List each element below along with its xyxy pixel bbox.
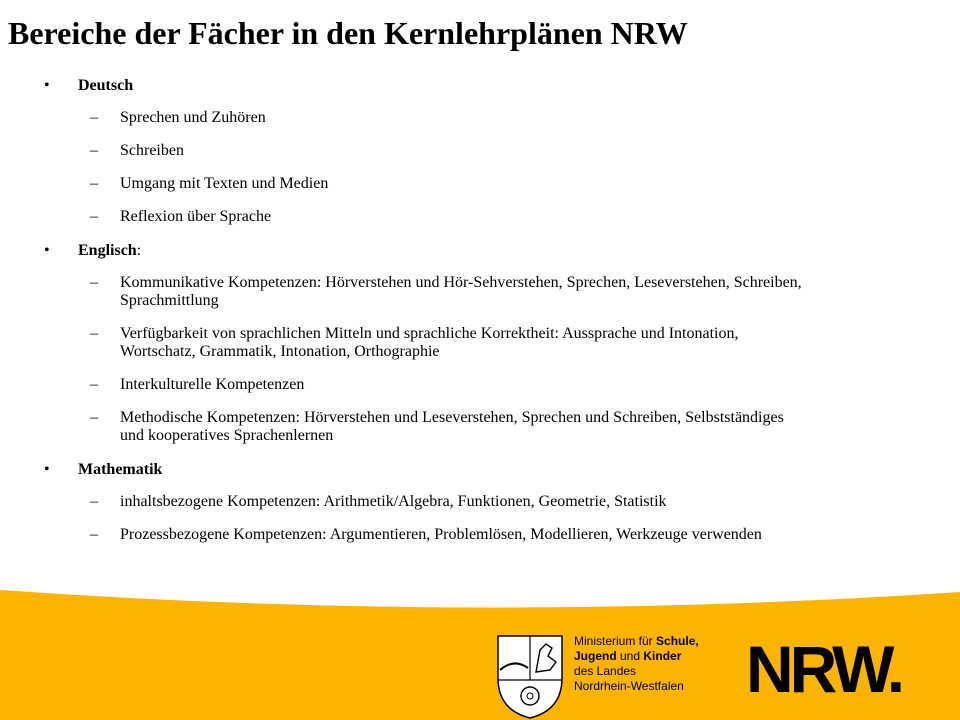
- dash-icon: –: [90, 175, 98, 192]
- list-item: [0, 325, 810, 361]
- ministry-line: [574, 664, 699, 679]
- subject-heading: [0, 76, 960, 96]
- area-text: Schreiben: [120, 142, 184, 159]
- ministry-line-part: Nordrhein-Westfalen: [574, 679, 684, 693]
- dash-icon: –: [90, 409, 98, 426]
- dash-icon: –: [90, 274, 98, 291]
- dash-icon: –: [90, 109, 98, 126]
- area-text: Verfügbarkeit von sprachlichen Mitteln und sprachliche Korrektheit: Aussprache und Intonation, Wortschatz, Grammatik, Intonation, Orthographie: [120, 325, 739, 360]
- area-text: Methodische Kompetenzen: Hörverstehen und Leseverstehen, Sprechen und Schreiben, Selbstständiges und kooperatives Sprachenlernen: [120, 409, 784, 444]
- subject-name: Mathematik: [78, 461, 163, 478]
- ministry-line-part: Jugend: [574, 649, 617, 663]
- page-title: Bereiche der Fächer in den Kernlehrplänen NRW: [8, 15, 688, 51]
- bullet-icon: •: [44, 242, 50, 259]
- bullet-icon: •: [44, 77, 50, 94]
- area-text: Umgang mit Texten und Medien: [120, 175, 329, 192]
- ministry-line-part: Schule,: [656, 634, 699, 648]
- ministry-line: [574, 649, 699, 664]
- dash-icon: –: [90, 526, 98, 543]
- subject-name-suffix: :: [136, 242, 142, 259]
- subject-name: Englisch: [78, 242, 137, 259]
- dash-icon: –: [90, 325, 98, 342]
- subject-block: [0, 76, 960, 226]
- list-item: [0, 175, 810, 193]
- nrw-logo: NRW.: [746, 632, 902, 706]
- list-item: [0, 526, 810, 544]
- ministry-line-part: Ministerium für: [574, 634, 657, 648]
- list-item: [0, 376, 810, 394]
- list-item: [0, 208, 810, 226]
- list-item: [0, 493, 810, 511]
- subject-block: [0, 241, 960, 445]
- ministry-line-part: Kinder: [643, 649, 682, 663]
- area-text: Sprechen und Zuhören: [120, 109, 266, 126]
- area-text: inhaltsbezogene Kompetenzen: Arithmetik/Algebra, Funktionen, Geometrie, Statistik: [120, 493, 667, 510]
- ministry-line-part: des Landes: [574, 664, 637, 678]
- ministry-line-part: und: [616, 649, 644, 663]
- area-text: Reflexion über Sprache: [120, 208, 272, 225]
- subject-name: Deutsch: [78, 77, 134, 94]
- dash-icon: –: [90, 142, 98, 159]
- area-text: Interkulturelle Kompetenzen: [120, 376, 305, 393]
- ministry-line: [574, 679, 699, 694]
- dash-icon: –: [90, 376, 98, 393]
- bullet-icon: •: [44, 461, 50, 478]
- ministry-line: [574, 634, 699, 649]
- dash-icon: –: [90, 208, 98, 225]
- list-item: [0, 274, 810, 310]
- subject-heading: [0, 460, 960, 480]
- area-text: Kommunikative Kompetenzen: Hörverstehen und Hör-Sehverstehen, Sprechen, Leseverstehen, Schreiben, Sprachmittlung: [120, 274, 802, 309]
- area-text: Prozessbezogene Kompetenzen: Argumentieren, Problemlösen, Modellieren, Werkzeuge verwenden: [120, 526, 762, 543]
- list-item: [0, 409, 810, 445]
- nrw-coat-of-arms-icon: [494, 632, 566, 720]
- dash-icon: –: [90, 493, 98, 510]
- list-item: [0, 142, 810, 160]
- subject-block: [0, 460, 960, 544]
- area-list: [0, 274, 960, 445]
- area-list: [0, 493, 960, 544]
- area-list: [0, 109, 960, 226]
- ministry-name: [574, 634, 699, 694]
- ministry-logo: [486, 618, 960, 720]
- list-item: [0, 109, 810, 127]
- subject-list: [0, 76, 960, 559]
- subject-heading: [0, 241, 960, 261]
